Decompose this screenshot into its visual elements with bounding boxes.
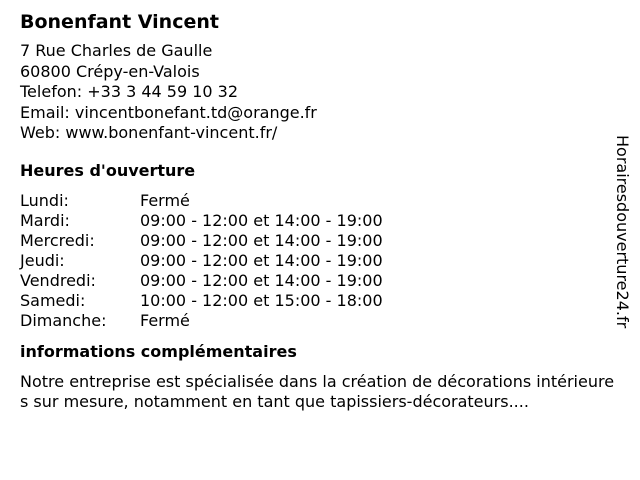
business-card [20, 10, 620, 413]
hours-heading: Heures d'ouverture [20, 160, 196, 180]
day-label: Mardi: [20, 210, 70, 230]
address-street: 7 Rue Charles de Gaulle [20, 41, 213, 60]
hours-row-wednesday [20, 231, 620, 251]
day-label: Mercredi: [20, 230, 95, 250]
day-hours: 09:00 - 12:00 et 14:00 - 19:00 [140, 250, 383, 270]
business-name: Bonenfant Vincent [20, 11, 219, 33]
info-heading: informations complémentaires [20, 341, 297, 361]
hours-row-thursday [20, 251, 620, 271]
web-line: Web: www.bonenfant-vincent.fr/ [20, 123, 278, 142]
day-hours: Fermé [140, 190, 190, 210]
day-hours: 09:00 - 12:00 et 14:00 - 19:00 [140, 270, 383, 290]
hours-row-tuesday [20, 211, 620, 231]
day-label: Lundi: [20, 190, 69, 210]
day-label: Samedi: [20, 290, 86, 310]
info-description: Notre entreprise est spécialisée dans la création de décorations intérieures sur mesure, notamment en tant que tapissiers-décorateurs.... [20, 371, 615, 411]
day-hours: Fermé [140, 310, 190, 330]
hours-row-friday [20, 271, 620, 291]
site-watermark: Horairesdouverture24.fr [613, 135, 632, 329]
day-label: Vendredi: [20, 270, 96, 290]
address-city: 60800 Crépy-en-Valois [20, 61, 200, 81]
day-hours: 10:00 - 12:00 et 15:00 - 18:00 [140, 290, 383, 310]
day-hours: 09:00 - 12:00 et 14:00 - 19:00 [140, 210, 383, 230]
day-label: Jeudi: [20, 250, 65, 270]
day-hours: 09:00 - 12:00 et 14:00 - 19:00 [140, 230, 383, 250]
phone-line: Telefon: +33 3 44 59 10 32 [20, 82, 239, 101]
hours-row-sunday [20, 311, 620, 331]
day-label: Dimanche: [20, 310, 107, 330]
hours-row-saturday [20, 291, 620, 311]
email-line: Email: vincentbonefant.td@orange.fr [20, 102, 317, 122]
hours-row-monday [20, 191, 620, 211]
